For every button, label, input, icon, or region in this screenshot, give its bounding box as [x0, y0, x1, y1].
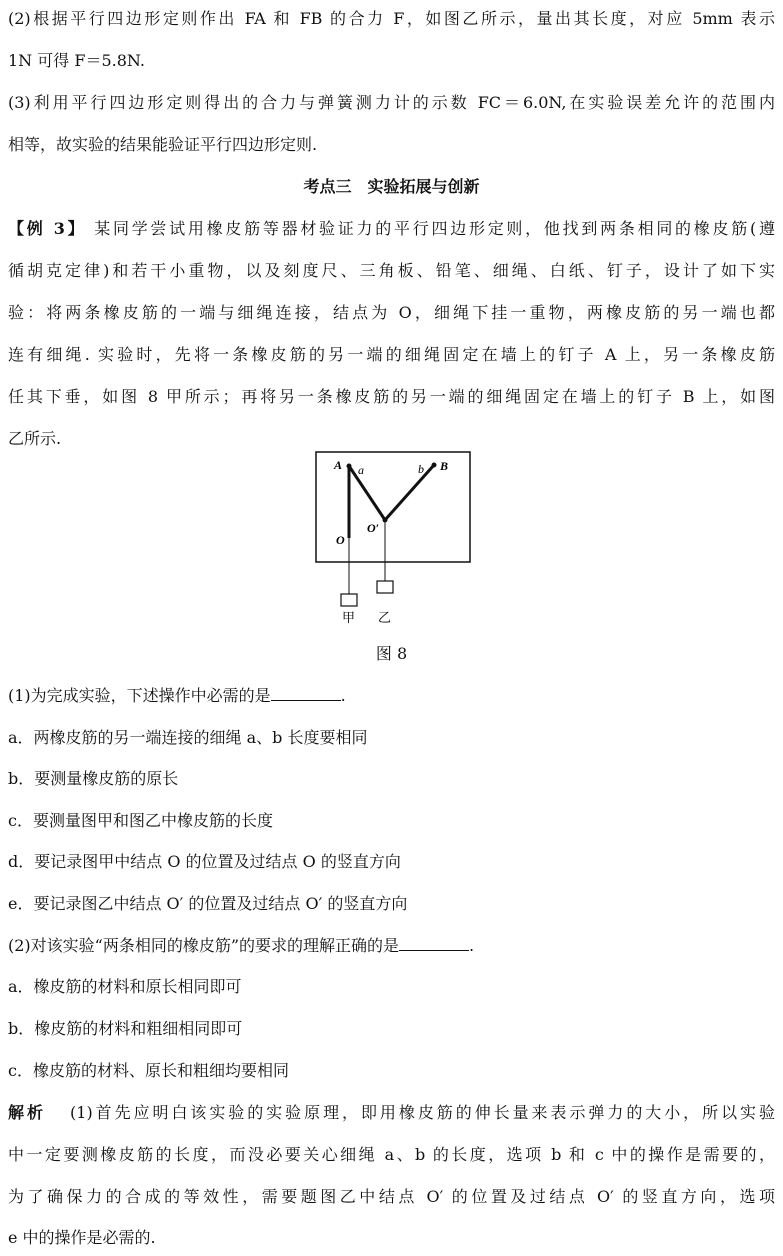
analysis-line-4: e 中的操作是必需的.	[8, 1228, 156, 1247]
figure-8-diagram	[310, 450, 480, 630]
rubber-band-a	[349, 466, 385, 520]
label-O-prime: O′	[367, 521, 380, 535]
prev-line-4: 相等，故实验的结果能验证平行四边形定则.	[8, 135, 318, 154]
weight-jia	[341, 594, 357, 606]
analysis-line-3: 为了确保力的合成的等效性，需要题图乙中结点 O′ 的位置及过结点 O′ 的竖直方向，选项	[8, 1187, 775, 1206]
analysis-tag: 解析	[8, 1103, 46, 1122]
q2-stem-end: .	[469, 936, 475, 955]
prev-line-3: (3)利用平行四边形定则得出的合力与弹簧测力计的示数 FC＝6.0N,在实验误差允许的范围内	[8, 93, 775, 112]
example-line-4: 连有细绳. 实验时，先将一条橡皮筋的另一端的细绳固定在墙上的钉子 A 上，另一条橡皮筋	[8, 345, 775, 364]
q1-option-c: c．要测量图甲和图乙中橡皮筋的长度	[8, 811, 273, 830]
example-text-1: 某同学尝试用橡皮筋等器材验证力的平行四边形定则，他找到两条相同的橡皮筋(遵	[94, 219, 775, 238]
example-line-3: 验：将两条橡皮筋的一端与细绳连接，结点为 O，细绳下挂一重物，两橡皮筋的另一端也都	[8, 303, 775, 322]
q2-stem	[8, 935, 775, 957]
label-a: a	[358, 463, 364, 477]
example-tag: 【例 3】	[8, 219, 87, 238]
label-yi: 乙	[378, 611, 392, 626]
label-B: B	[440, 459, 449, 473]
analysis-line-1	[8, 1102, 775, 1124]
q1-option-b: b．要测量橡皮筋的原长	[8, 769, 179, 788]
label-jia: 甲	[342, 611, 356, 626]
prev-line-1: (2)根据平行四边形定则作出 FA 和 FB 的合力 F，如图乙所示，量出其长度，对应 5mm 表示	[8, 9, 775, 28]
q1-option-a: a．两橡皮筋的另一端连接的细绳 a、b 长度要相同	[8, 728, 368, 747]
example-line-5: 任其下垂，如图 8 甲所示；再将另一条橡皮筋的另一端的细绳固定在墙上的钉子 B 上，如图	[8, 387, 775, 406]
q1-option-d: d．要记录图甲中结点 O 的位置及过结点 O 的竖直方向	[8, 852, 401, 871]
q1-stem-end: .	[340, 686, 346, 705]
q2-option-b: b．橡皮筋的材料和粗细相同即可	[8, 1019, 243, 1038]
analysis-line-2: 中一定要测橡皮筋的长度，而没必要关心细绳 a、b 的长度，选项 b 和 c 中的操作是需要的，	[8, 1145, 775, 1164]
example-line-6: 乙所示.	[8, 429, 62, 448]
q2-option-a: a．橡皮筋的材料和原长相同即可	[8, 977, 242, 996]
section-title: 考点三 实验拓展与创新	[303, 177, 480, 196]
q1-answer-blank[interactable]	[271, 686, 341, 701]
example-line-1	[8, 218, 775, 240]
label-O: O	[336, 533, 345, 547]
q1-stem	[8, 685, 775, 707]
prev-line-2: 1N 可得 F＝5.8N.	[8, 51, 145, 70]
q2-option-c: c．橡皮筋的材料、原长和粗细均要相同	[8, 1061, 289, 1080]
q1-stem-text: (1)为完成实验，下述操作中必需的是	[8, 686, 271, 705]
example-line-2: 循胡克定律)和若干小重物，以及刻度尺、三角板、铅笔、细绳、白纸、钉子，设计了如下实	[8, 261, 775, 280]
q2-stem-text: (2)对该实验“两条相同的橡皮筋”的要求的理解正确的是	[8, 936, 400, 955]
figure-caption: 图 8	[375, 644, 408, 663]
weight-yi	[377, 581, 393, 593]
rubber-band-b	[385, 465, 434, 520]
label-b: b	[418, 462, 424, 476]
q2-answer-blank[interactable]	[399, 936, 469, 951]
label-A: A	[334, 458, 343, 472]
analysis-text-1: (1)首先应明白该实验的实验原理，即用橡皮筋的伸长量来表示弹力的大小，所以实验	[70, 1103, 775, 1122]
q1-option-e: e．要记录图乙中结点 O′ 的位置及过结点 O′ 的竖直方向	[8, 894, 408, 913]
